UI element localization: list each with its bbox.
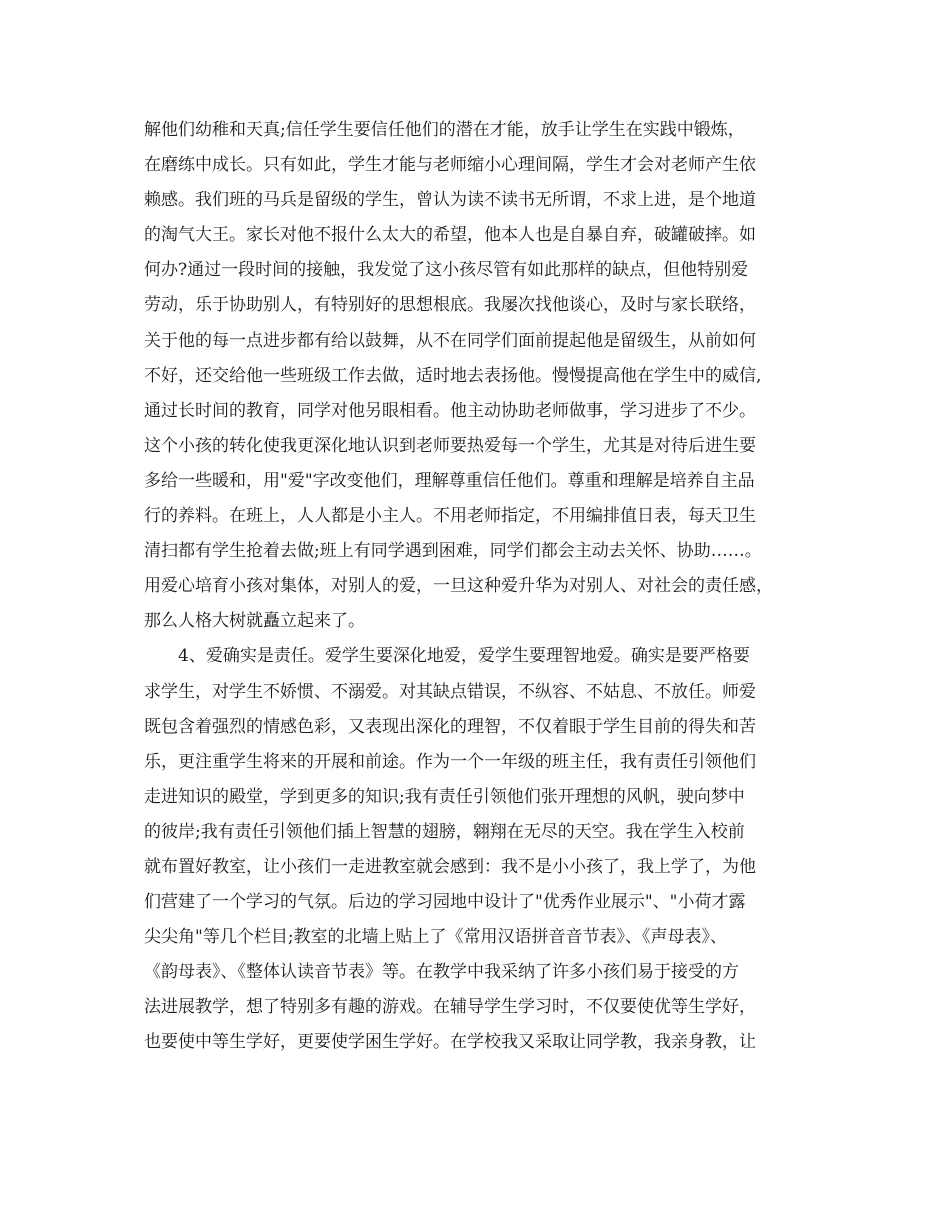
text-line: 既包含着强烈的情感色彩，又表现出深化的理智，不仅着眼于学生目前的得失和苦: [144, 716, 756, 737]
text-line: 通过长时间的教育，同学对他另眼相看。他主动协助老师做事，学习进步了不少。: [144, 400, 756, 421]
text-line: 赖感。我们班的马兵是留级的学生，曾认为读不读书无所谓，不求上进，是个地道: [144, 190, 756, 211]
body-text: [144, 113, 824, 1061]
text-line: 们营建了一个学习的气氛。后边的学习园地中设计了"优秀作业展示"、"小荷才露: [144, 892, 746, 913]
text-line: 行的养料。在班上，人人都是小主人。不用老师指定，不用编排值日表，每天卫生: [144, 506, 756, 527]
text-line: 劳动，乐于协助别人，有特别好的思想根底。我屡次找他谈心，及时与家长联络，: [144, 295, 756, 316]
text-line: 用爱心培育小孩对集体，对别人的爱，一旦这种爱升华为对别人、对社会的责任感，: [144, 576, 773, 597]
text-line: 也要使中等生学好，更要使学困生学好。在学校我又采取让同学教，我亲身教，让: [144, 1032, 756, 1053]
text-line: 清扫都有学生抢着去做;班上有同学遇到困难，同学们都会主动去关怀、协助……。: [144, 541, 762, 562]
text-line: 何办?通过一段时间的接触，我发觉了这小孩尽管有如此那样的缺点，但他特别爱: [144, 260, 749, 281]
text-line: 的淘气大王。家长对他不报什么太大的希望，他本人也是自暴自弃，破罐破摔。如: [144, 225, 756, 246]
text-line: 《韵母表》、《整体认读音节表》等。在教学中我采纳了许多小孩们易于接受的方: [144, 962, 739, 983]
text-line: 那么人格大树就矗立起来了。: [144, 611, 365, 632]
text-line: 乐，更注重学生将来的开展和前途。作为一个一年级的班主任，我有责任引领他们: [144, 751, 756, 772]
paragraph-start-line: 4、爱确实是责任。爱学生要深化地爱，爱学生要理智地爱。确实是要严格要: [144, 646, 750, 667]
text-line: 尖尖角"等几个栏目;教室的北墙上贴上了《常用汉语拼音音节表》、《声母表》、: [144, 927, 728, 948]
text-line: 法进展教学，想了特别多有趣的游戏。在辅导学生学习时，不仅要使优等生学好，: [144, 997, 756, 1018]
text-line: 走进知识的殿堂，学到更多的知识;我有责任引领他们张开理想的风帆，驶向梦中: [144, 786, 745, 807]
text-line: 多给一些暖和，用"爱"字改变他们，理解尊重信任他们。尊重和理解是培养自主品: [144, 470, 755, 491]
text-line: 不好，还交给他一些班级工作去做，适时地去表扬他。慢慢提高他在学生中的威信,: [144, 365, 762, 386]
text-line: 求学生，对学生不娇惯、不溺爱。对其缺点错误，不纵容、不姑息、不放任。师爱: [144, 681, 756, 702]
text-line: 就布置好教室，让小孩们一走进教室就会感到：我不是小小孩了，我上学了，为他: [144, 856, 756, 877]
text-line: 在磨练中成长。只有如此，学生才能与老师缩小心理间隔，学生才会对老师产生依: [144, 155, 756, 176]
text-line: 关于他的每一点进步都有给以鼓舞，从不在同学们面前提起他是留级生，从前如何: [144, 330, 756, 351]
text-line: 的彼岸;我有责任引领他们插上智慧的翅膀，翱翔在无尽的天空。我在学生入校前: [144, 821, 745, 842]
text-line: 这个小孩的转化使我更深化地认识到老师要热爱每一个学生，尤其是对待后进生要: [144, 435, 756, 456]
text-line: 解他们幼稚和天真;信任学生要信任他们的潜在才能，放手让学生在实践中锻炼，: [144, 120, 745, 140]
